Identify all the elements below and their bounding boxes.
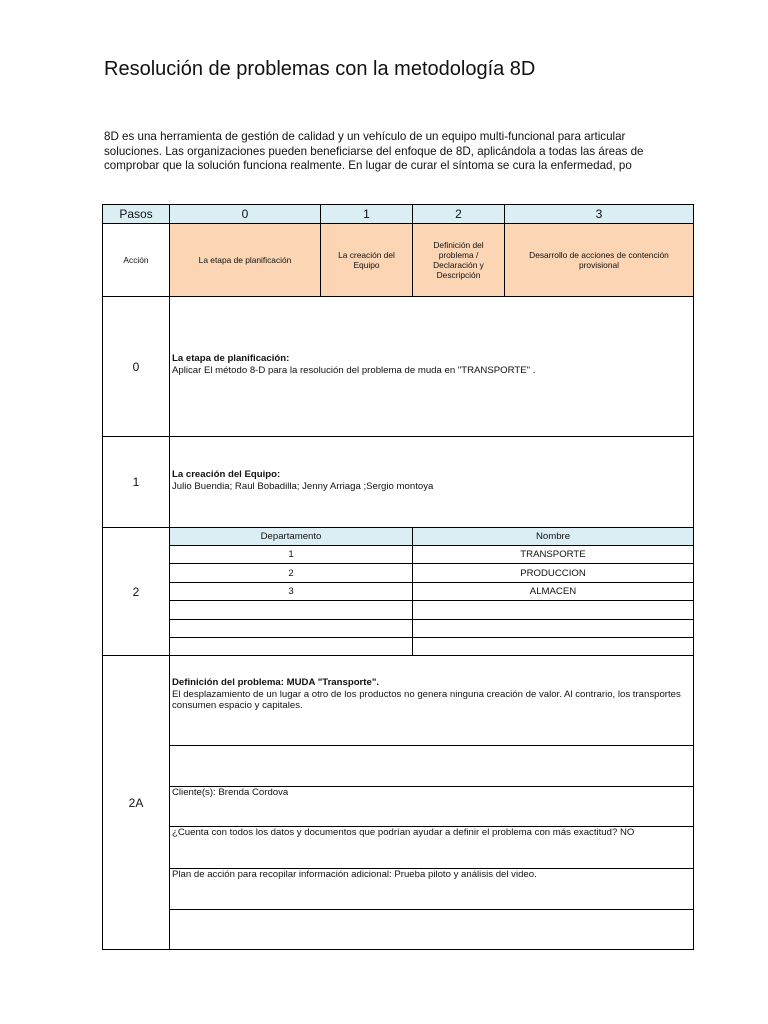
intro-line: comprobar que la solución funciona realmente. En lugar de curar el síntoma se cura la enfermedad, po bbox=[104, 159, 632, 172]
row-step-1: 1 bbox=[102, 436, 170, 528]
name-col-header: Nombre bbox=[412, 527, 694, 546]
client-cell bbox=[169, 786, 694, 827]
accion-label: Acción bbox=[102, 223, 170, 297]
step-header-0: 0 bbox=[169, 204, 321, 224]
name-cell-empty bbox=[412, 619, 694, 638]
action-cell-3: Desarrollo de acciones de contención provisional bbox=[504, 223, 694, 297]
planning-title: La etapa de planificación: bbox=[172, 353, 290, 364]
intro-line: 8D es una herramienta de gestión de calidad y un vehículo de un equipo multi-funcional para articular bbox=[104, 130, 626, 143]
name-cell-empty bbox=[412, 637, 694, 656]
plan-text: Plan de acción para recopilar información adicional: Prueba piloto y análisis del video. bbox=[172, 869, 537, 880]
question-text: ¿Cuenta con todos los datos y documentos que podrían ayudar a definir el problema con más exactitud? NO bbox=[172, 827, 635, 838]
question-cell bbox=[169, 826, 694, 869]
dept-cell-empty bbox=[169, 619, 413, 638]
dept-cell: 2 bbox=[169, 563, 413, 583]
empty-cell bbox=[169, 745, 694, 787]
empty-cell bbox=[169, 909, 694, 950]
action-cell-0: La etapa de planificación bbox=[169, 223, 321, 297]
row-content-0 bbox=[169, 296, 694, 437]
dept-col-header: Departamento bbox=[169, 527, 413, 546]
step-header-1: 1 bbox=[320, 204, 413, 224]
dept-cell: 1 bbox=[169, 545, 413, 564]
dept-cell-empty bbox=[169, 600, 413, 620]
intro-paragraph bbox=[104, 130, 694, 174]
step-header-3: 3 bbox=[504, 204, 694, 224]
dept-cell: 3 bbox=[169, 582, 413, 601]
dept-cell-empty bbox=[169, 637, 413, 656]
row-step-0: 0 bbox=[102, 296, 170, 437]
name-cell: TRANSPORTE bbox=[412, 545, 694, 564]
problem-definition-cell bbox=[169, 655, 694, 746]
action-cell-1: La creación del Equipo bbox=[320, 223, 413, 297]
action-cell-2: Definición del problema / Declaración y Descripción bbox=[412, 223, 505, 297]
pasos-header: Pasos bbox=[102, 204, 170, 224]
plan-cell bbox=[169, 868, 694, 910]
page-title: Resolución de problemas con la metodología 8D bbox=[104, 58, 536, 80]
name-cell: PRODUCCION bbox=[412, 563, 694, 583]
step-header-2: 2 bbox=[412, 204, 505, 224]
row-step-2: 2 bbox=[102, 527, 170, 656]
problem-text: El desplazamiento de un lugar a otro de los productos no genera ninguna creación de valor. Al contrario, los transportes consumen espacio y capitales. bbox=[172, 688, 681, 711]
problem-title: Definición del problema: MUDA "Transporte". bbox=[172, 677, 380, 688]
client-text: Cliente(s): Brenda Cordova bbox=[172, 787, 289, 798]
team-title: La creación del Equipo: bbox=[172, 469, 281, 480]
name-cell-empty bbox=[412, 600, 694, 620]
name-cell: ALMACEN bbox=[412, 582, 694, 601]
intro-line: soluciones. Las organizaciones pueden beneficiarse del enfoque de 8D, aplicándola a todas las áreas de bbox=[104, 144, 644, 158]
planning-text: Aplicar El método 8-D para la resolución del problema de muda en "TRANSPORTE" . bbox=[172, 364, 536, 376]
row-step-2a: 2A bbox=[102, 655, 170, 950]
row-content-1 bbox=[169, 436, 694, 528]
team-text: Julio Buendia; Raul Bobadilla; Jenny Arriaga ;Sergio montoya bbox=[172, 480, 434, 492]
